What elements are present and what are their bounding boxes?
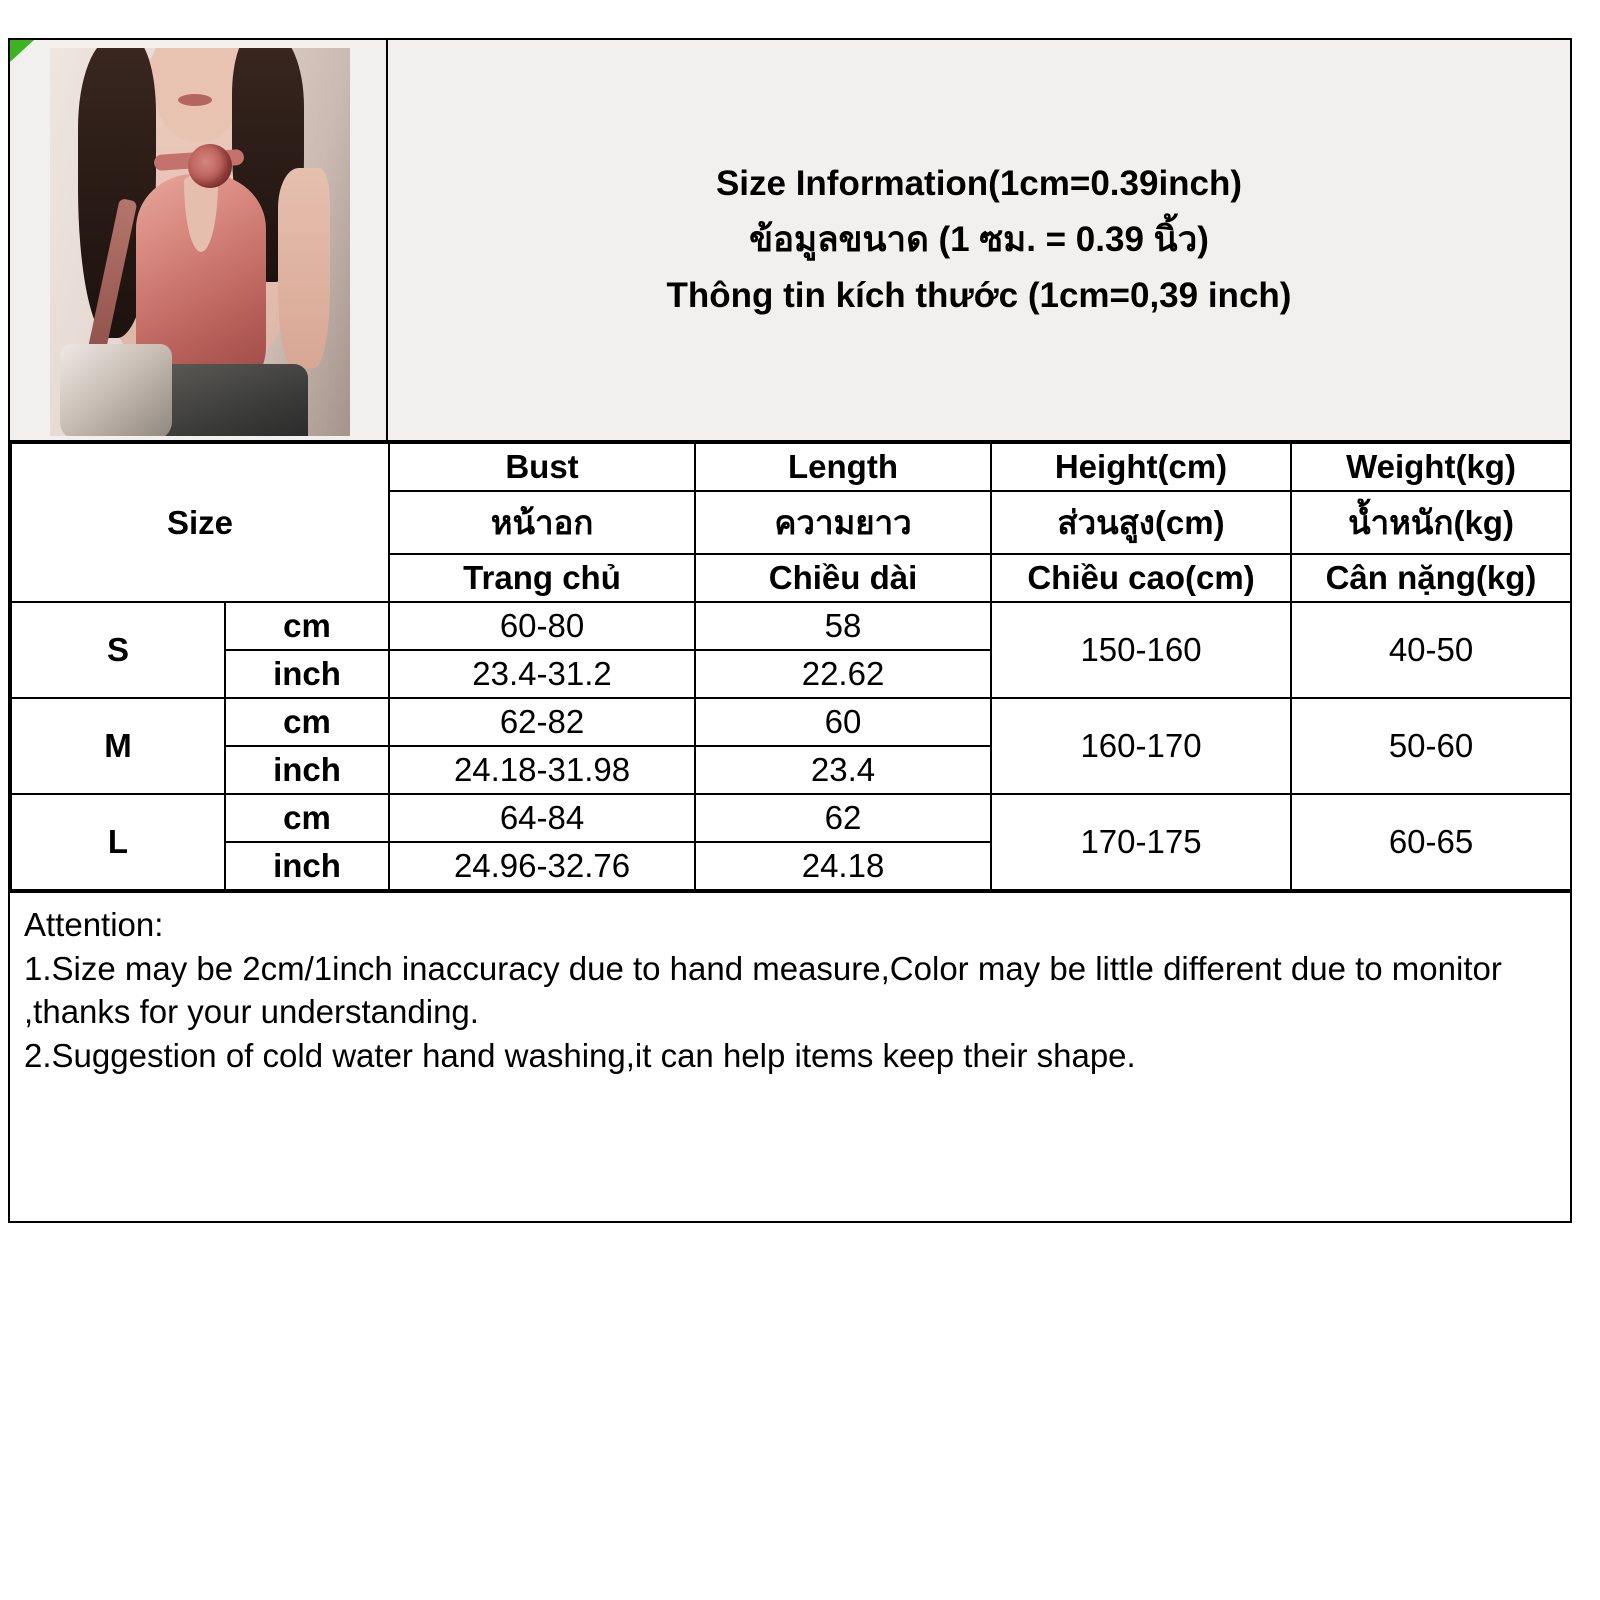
row-size-l: L xyxy=(11,794,225,890)
unit-cm: cm xyxy=(225,602,389,650)
m-length-cm: 60 xyxy=(695,698,991,746)
col-header-bust-vi: Trang chủ xyxy=(389,554,695,602)
l-weight: 60-65 xyxy=(1291,794,1571,890)
table-header-row-en xyxy=(11,443,1571,491)
m-weight: 50-60 xyxy=(1291,698,1571,794)
product-photo xyxy=(50,48,350,436)
table-row xyxy=(11,794,1571,842)
s-weight: 40-50 xyxy=(1291,602,1571,698)
col-header-bust-en: Bust xyxy=(389,443,695,491)
green-corner-marker xyxy=(10,40,34,62)
row-size-m: M xyxy=(11,698,225,794)
l-height: 170-175 xyxy=(991,794,1291,890)
photo-model-jeans xyxy=(158,364,308,436)
size-chart-sheet xyxy=(8,38,1572,1223)
l-bust-inch: 24.96-32.76 xyxy=(389,842,695,890)
unit-inch: inch xyxy=(225,746,389,794)
unit-inch: inch xyxy=(225,842,389,890)
s-height: 150-160 xyxy=(991,602,1291,698)
col-header-length-vi: Chiều dài xyxy=(695,554,991,602)
title-block xyxy=(388,40,1570,440)
unit-inch: inch xyxy=(225,650,389,698)
m-length-inch: 23.4 xyxy=(695,746,991,794)
attention-line-1: 1.Size may be 2cm/1inch inaccuracy due to hand measure,Color may be little different due to monitor ,thanks for your understanding. xyxy=(24,949,1502,1031)
attention-block xyxy=(10,891,1570,1221)
unit-cm: cm xyxy=(225,794,389,842)
col-header-length-en: Length xyxy=(695,443,991,491)
m-bust-cm: 62-82 xyxy=(389,698,695,746)
photo-product-flower xyxy=(188,144,232,188)
unit-cm: cm xyxy=(225,698,389,746)
col-header-length-th: ความยาว xyxy=(695,491,991,554)
table-row xyxy=(11,602,1571,650)
l-length-inch: 24.18 xyxy=(695,842,991,890)
photo-model-lips xyxy=(178,94,212,106)
row-size-s: S xyxy=(11,602,225,698)
table-row xyxy=(11,698,1571,746)
col-header-height-en: Height(cm) xyxy=(991,443,1291,491)
l-bust-cm: 64-84 xyxy=(389,794,695,842)
col-header-height-vi: Chiều cao(cm) xyxy=(991,554,1291,602)
header-band xyxy=(10,40,1570,442)
col-header-bust-th: หน้าอก xyxy=(389,491,695,554)
col-header-weight-th: น้ำหนัก(kg) xyxy=(1291,491,1571,554)
s-length-cm: 58 xyxy=(695,602,991,650)
col-header-height-th: ส่วนสูง(cm) xyxy=(991,491,1291,554)
col-header-weight-vi: Cân nặng(kg) xyxy=(1291,554,1571,602)
s-bust-inch: 23.4-31.2 xyxy=(389,650,695,698)
l-length-cm: 62 xyxy=(695,794,991,842)
col-header-weight-en: Weight(kg) xyxy=(1291,443,1571,491)
s-length-inch: 22.62 xyxy=(695,650,991,698)
title-english: Size Information(1cm=0.39inch) xyxy=(715,164,1243,204)
photo-model-arm xyxy=(278,168,330,368)
title-vietnamese: Thông tin kích thước (1cm=0,39 inch) xyxy=(666,275,1292,315)
s-bust-cm: 60-80 xyxy=(389,602,695,650)
photo-handbag xyxy=(60,344,172,436)
title-thai: ข้อมูลขนาด (1 ซม. = 0.39 นิ้ว) xyxy=(749,220,1209,260)
m-bust-inch: 24.18-31.98 xyxy=(389,746,695,794)
attention-line-2: 2.Suggestion of cold water hand washing,it can help items keep their shape. xyxy=(24,1036,1136,1074)
size-table xyxy=(10,442,1572,891)
m-height: 160-170 xyxy=(991,698,1291,794)
size-header-cell: Size xyxy=(11,443,389,602)
attention-heading: Attention: xyxy=(24,906,164,943)
product-photo-cell xyxy=(10,40,388,440)
